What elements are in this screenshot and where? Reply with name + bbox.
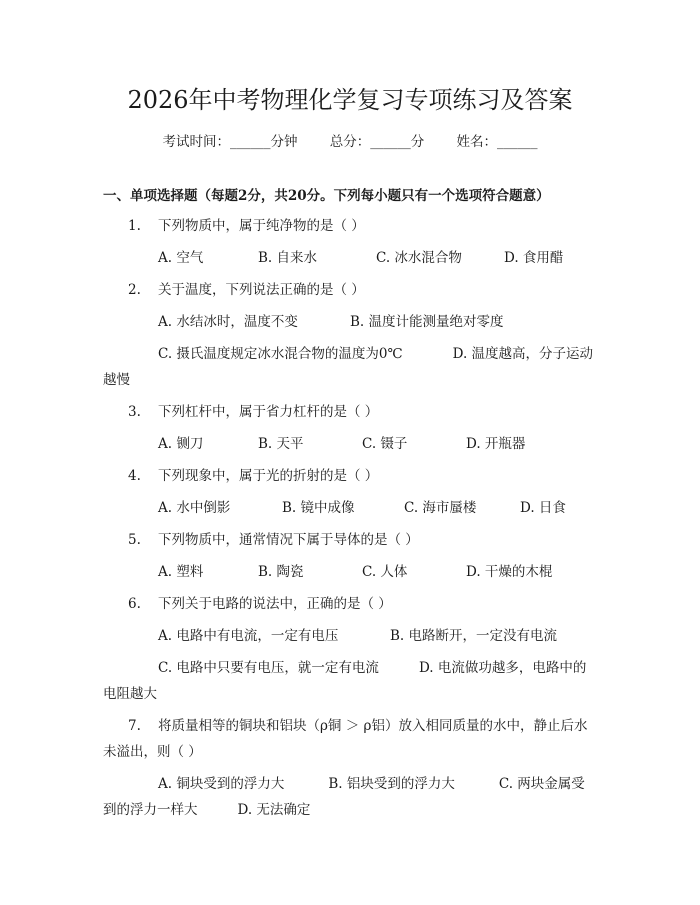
- option-row: [103, 623, 597, 649]
- option-row-wrapped: [103, 771, 597, 823]
- option-a: A. 塑料: [158, 564, 204, 580]
- option-c: C. 摄氏温度规定冰水混合物的温度为0℃: [158, 346, 403, 362]
- question-stem: [103, 277, 597, 303]
- option-b: B. 镜中成像: [282, 500, 355, 516]
- question-6: [103, 591, 597, 707]
- option-row-wrapped: [103, 341, 597, 393]
- option-c: C. 电路中只要有电压，就一定有电流: [158, 660, 379, 676]
- option-b: B. 铝块受到的浮力大: [328, 776, 455, 792]
- option-d: D. 食用醋: [504, 250, 564, 266]
- question-stem: [103, 591, 597, 617]
- option-row: [103, 309, 597, 335]
- section-heading-multiple-choice: 一、单项选择题（每题2分，共20分。下列每小题只有一个选项符合题意）: [103, 188, 550, 204]
- question-text: 关于温度，下列说法正确的是（ ）: [158, 282, 365, 298]
- document-title: 2026年中考物理化学复习专项练习及答案: [127, 86, 573, 114]
- total-score-field: 总分：______分: [329, 134, 425, 150]
- option-b: B. 天平: [258, 436, 304, 452]
- option-b: B. 温度计能测量绝对零度: [350, 314, 504, 330]
- option-row-wrapped: [103, 655, 597, 707]
- question-5: [103, 527, 597, 585]
- option-row: [103, 431, 597, 457]
- option-d: D. 电流做功越多，电路中的电阻越大: [103, 660, 587, 702]
- option-a: A. 水结冰时，温度不变: [158, 314, 298, 330]
- option-a: A. 电路中有电流，一定有电压: [158, 628, 339, 644]
- question-number: 4.: [128, 468, 141, 484]
- option-b: B. 自来水: [258, 250, 318, 266]
- question-text: 下列关于电路的说法中，正确的是（ ）: [158, 596, 392, 612]
- exam-info-line: [103, 131, 597, 153]
- question-4: [103, 463, 597, 521]
- option-row: [103, 559, 597, 585]
- option-a: A. 铜块受到的浮力大: [158, 776, 285, 792]
- question-number: 2.: [128, 282, 141, 298]
- option-c: C. 人体: [362, 564, 408, 580]
- option-d: D. 干燥的木棍: [466, 564, 553, 580]
- question-number: 6.: [128, 596, 141, 612]
- question-number: 7.: [128, 718, 141, 734]
- question-stem: [103, 213, 597, 239]
- question-text: 下列杠杆中，属于省力杠杆的是（ ）: [158, 404, 379, 420]
- option-d: D. 开瓶器: [466, 436, 526, 452]
- option-c: C. 镊子: [362, 436, 408, 452]
- option-c: C. 冰水混合物: [376, 250, 462, 266]
- exam-time-field: 考试时间：______分钟: [162, 134, 298, 150]
- question-stem: [103, 399, 597, 425]
- option-d: D. 无法确定: [237, 802, 311, 818]
- option-c: C. 海市蜃楼: [404, 500, 477, 516]
- question-2: [103, 277, 597, 393]
- option-a: A. 空气: [158, 250, 204, 266]
- option-d: D. 日食: [520, 500, 566, 516]
- question-number: 5.: [128, 532, 141, 548]
- option-b: B. 陶瓷: [258, 564, 304, 580]
- question-3: [103, 399, 597, 457]
- option-d: D. 温度越高，分子运动越慢: [103, 346, 594, 388]
- option-c: C. 两块金属受到的浮力一样大: [103, 776, 585, 818]
- question-text: 下列现象中，属于光的折射的是（ ）: [158, 468, 379, 484]
- question-number: 1.: [128, 218, 141, 234]
- student-name-field: 姓名：______: [456, 134, 538, 150]
- option-a: A. 水中倒影: [158, 500, 231, 516]
- question-7: [103, 713, 597, 823]
- question-stem: [103, 463, 597, 489]
- question-stem: [103, 713, 597, 765]
- question-stem: [103, 527, 597, 553]
- question-number: 3.: [128, 404, 141, 420]
- question-text: 将质量相等的铜块和铝块（ρ铜 ＞ ρ铝）放入相同质量的水中，静止后水未溢出，则（ ）: [103, 718, 588, 760]
- option-b: B. 电路断开，一定没有电流: [390, 628, 558, 644]
- question-text: 下列物质中，属于纯净物的是（ ）: [158, 218, 365, 234]
- question-text: 下列物质中，通常情况下属于导体的是（ ）: [158, 532, 419, 548]
- option-a: A. 铡刀: [158, 436, 204, 452]
- question-1: [103, 213, 597, 271]
- option-row: [103, 495, 597, 521]
- option-row: [103, 245, 597, 271]
